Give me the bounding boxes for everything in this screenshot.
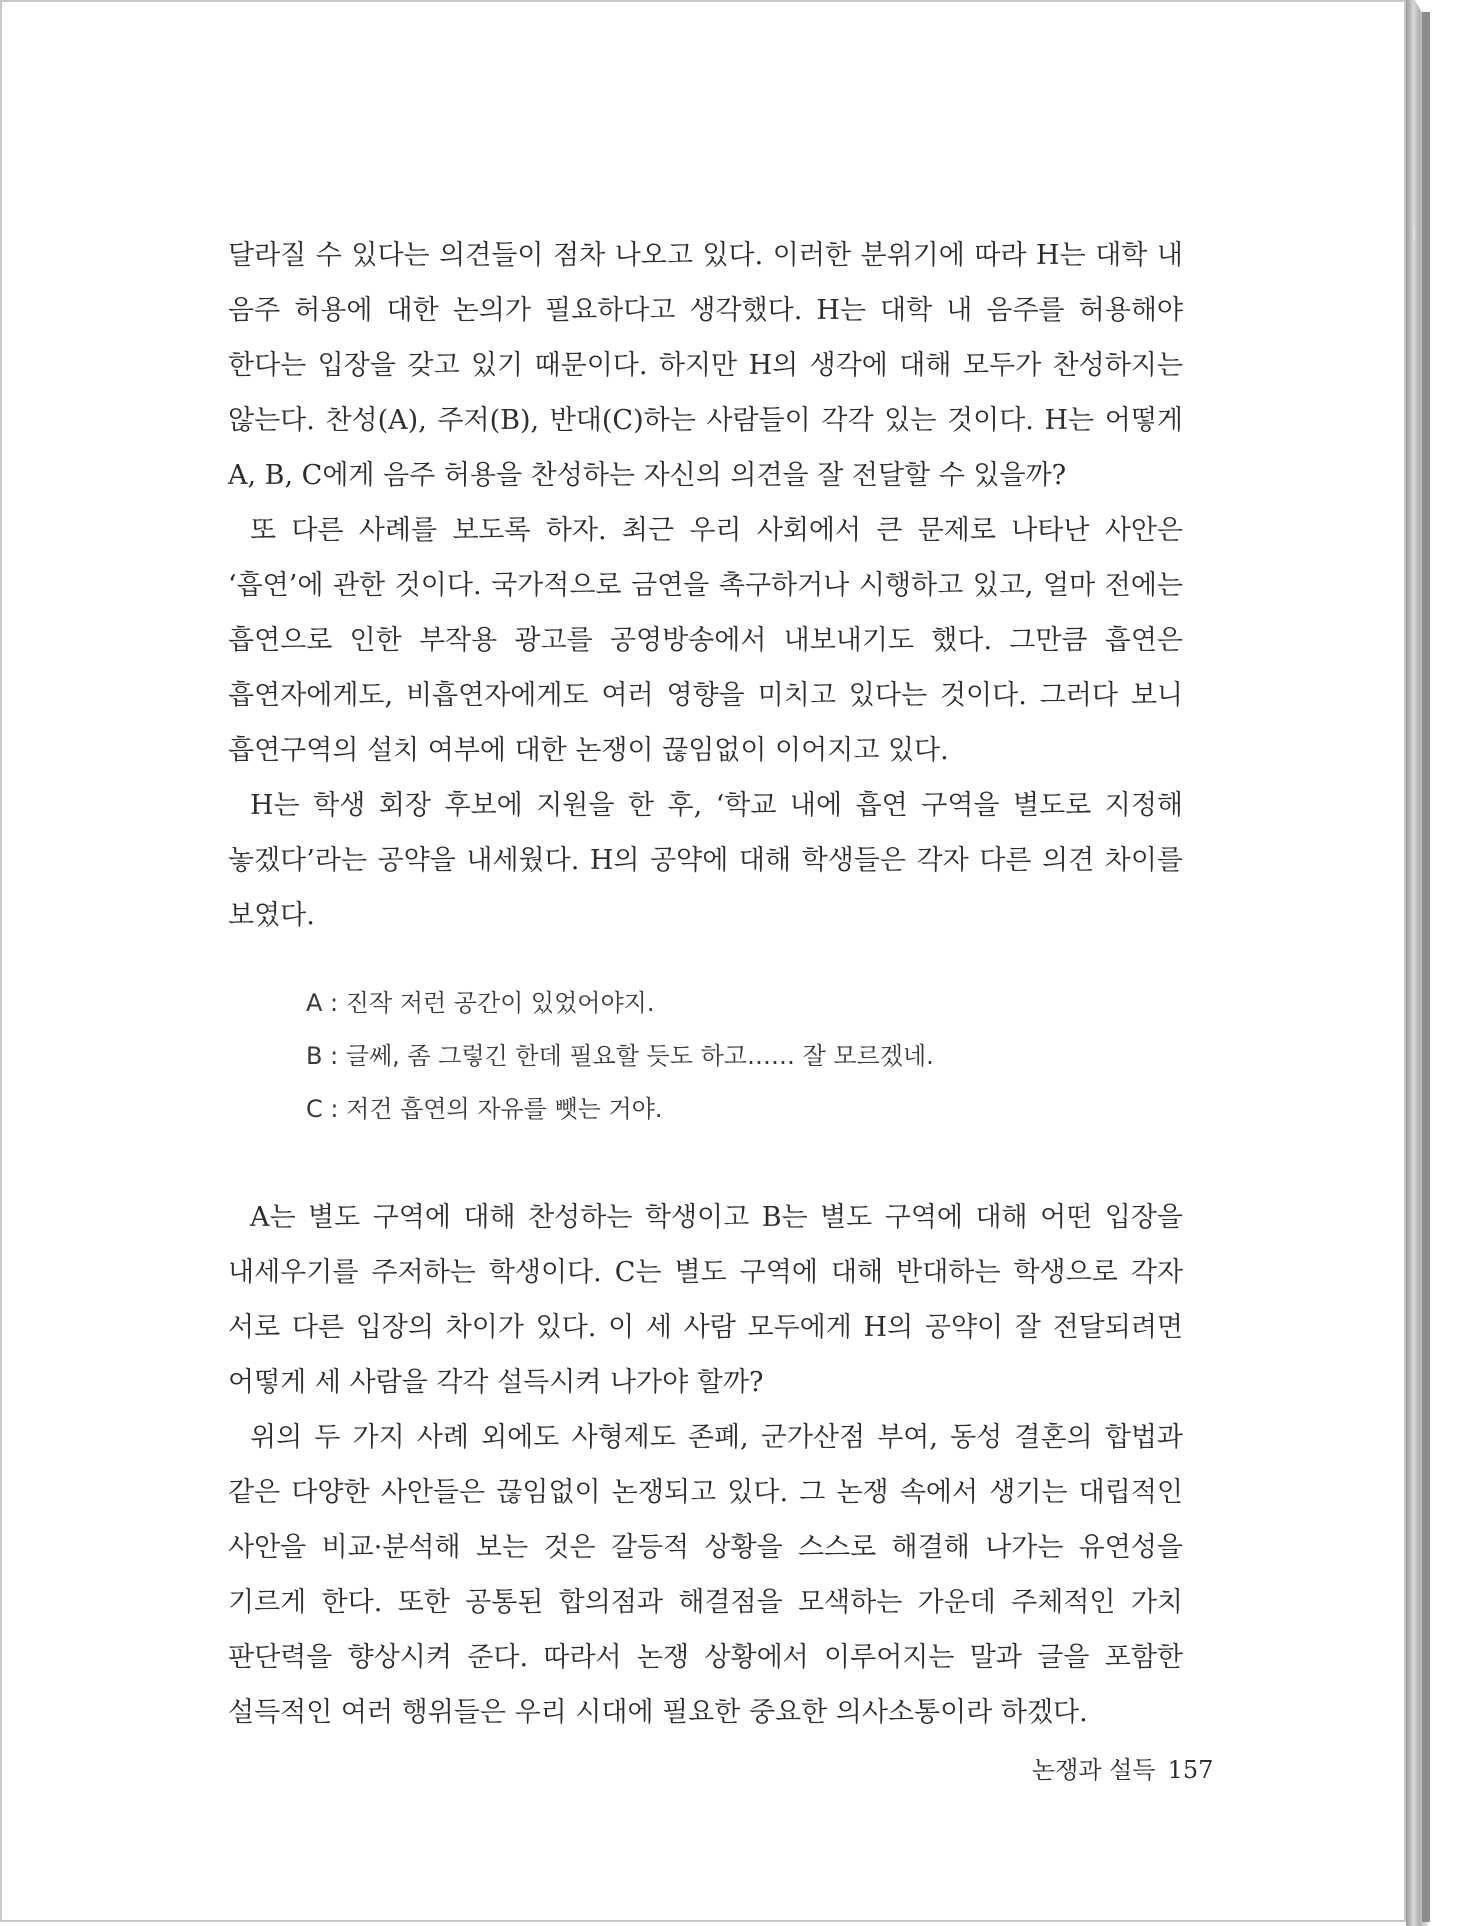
page-stack-shadow [1422,12,1430,1922]
running-section-title: 논쟁과 설득 [1032,1756,1156,1784]
paragraph-campaign-pledge: H는 학생 회장 후보에 지원을 한 후, ‘학교 내에 흡연 구역을 별도로 지정해 놓겠다’라는 공약을 내세웠다. H의 공약에 대해 학생들은 각자 다른 의견 차이를 보였다. [228,790,1183,931]
dialog-line-c: C : 저건 흡연의 자유를 뺏는 거야. [306,1095,663,1123]
spacer [228,1176,1183,1190]
paragraph-continued: 달라질 수 있다는 의견들이 점차 나오고 있다. 이러한 분위기에 따라 H는 대학 내 음주 허용에 대한 논의가 필요하다고 생각했다. H는 대학 내 음주를 허용해야 한다는 입장을 갖고 있기 때문이다. 하지만 H의 생각에 대해 모두가 찬성하지는 않는다. 찬성(A), 주저(B), 반대(C)하는 사람들이 각각 있는 것이다. H는 어떻게 A, B, C에게 음주 허용을 찬성하는 자신의 의견을 잘 전달할 수 있을까? [228,240,1183,491]
paragraph-persuasion-question: A는 별도 구역에 대해 찬성하는 학생이고 B는 별도 구역에 대해 어떤 입장을 내세우기를 주저하는 학생이다. C는 별도 구역에 대해 반대하는 학생으로 각자 서로 다른 입장의 차이가 있다. 이 세 사람 모두에게 H의 공약이 잘 전달되려면 어떻게 세 사람을 각각 설득시켜 나가야 할까? [228,1202,1183,1398]
paragraph-smoking-case: 또 다른 사례를 보도록 하자. 최근 우리 사회에서 큰 문제로 나타난 사안은 ‘흡연’에 관한 것이다. 국가적으로 금연을 촉구하거나 시행하고 있고, 얼마 전에는 흡연으로 인한 부작용 광고를 공영방송에서 내보내기도 했다. 그만큼 흡연은 흡연자에게도, 비흡연자에게도 여러 영향을 미치고 있다는 것이다. 그러다 보니 흡연구역의 설치 여부에 대한 논쟁이 끊임없이 이어지고 있다. [228,515,1183,766]
page-number: 157 [1167,1756,1214,1784]
page-body [228,228,1183,1740]
page-edge-mark [1413,226,1415,240]
page-footer [1032,1750,1213,1785]
dialog-line-a: A : 진작 저런 공간이 있었어야지. [306,989,655,1017]
paragraph-conclusion: 위의 두 가지 사례 외에도 사형제도 존폐, 군가산점 부여, 동성 결혼의 합법과 같은 다양한 사안들은 끊임없이 논쟁되고 있다. 그 논쟁 속에서 생기는 대립적인 사안을 비교·분석해 보는 것은 갈등적 상황을 스스로 해결해 나가는 유연성을 기르게 한다. 또한 공통된 합의점과 해결점을 모색하는 가운데 주체적인 가치 판단력을 향상시켜 준다. 따라서 논쟁 상황에서 이루어지는 말과 글을 포함한 설득적인 여러 행위들은 우리 시대에 필요한 중요한 의사소통이라 하겠다. [228,1422,1183,1728]
dialog-line-b: B : 글쎄, 좀 그렇긴 한데 필요할 듯도 하고…… 잘 모르겠네. [306,1042,934,1070]
dialog-block [228,977,1183,1136]
